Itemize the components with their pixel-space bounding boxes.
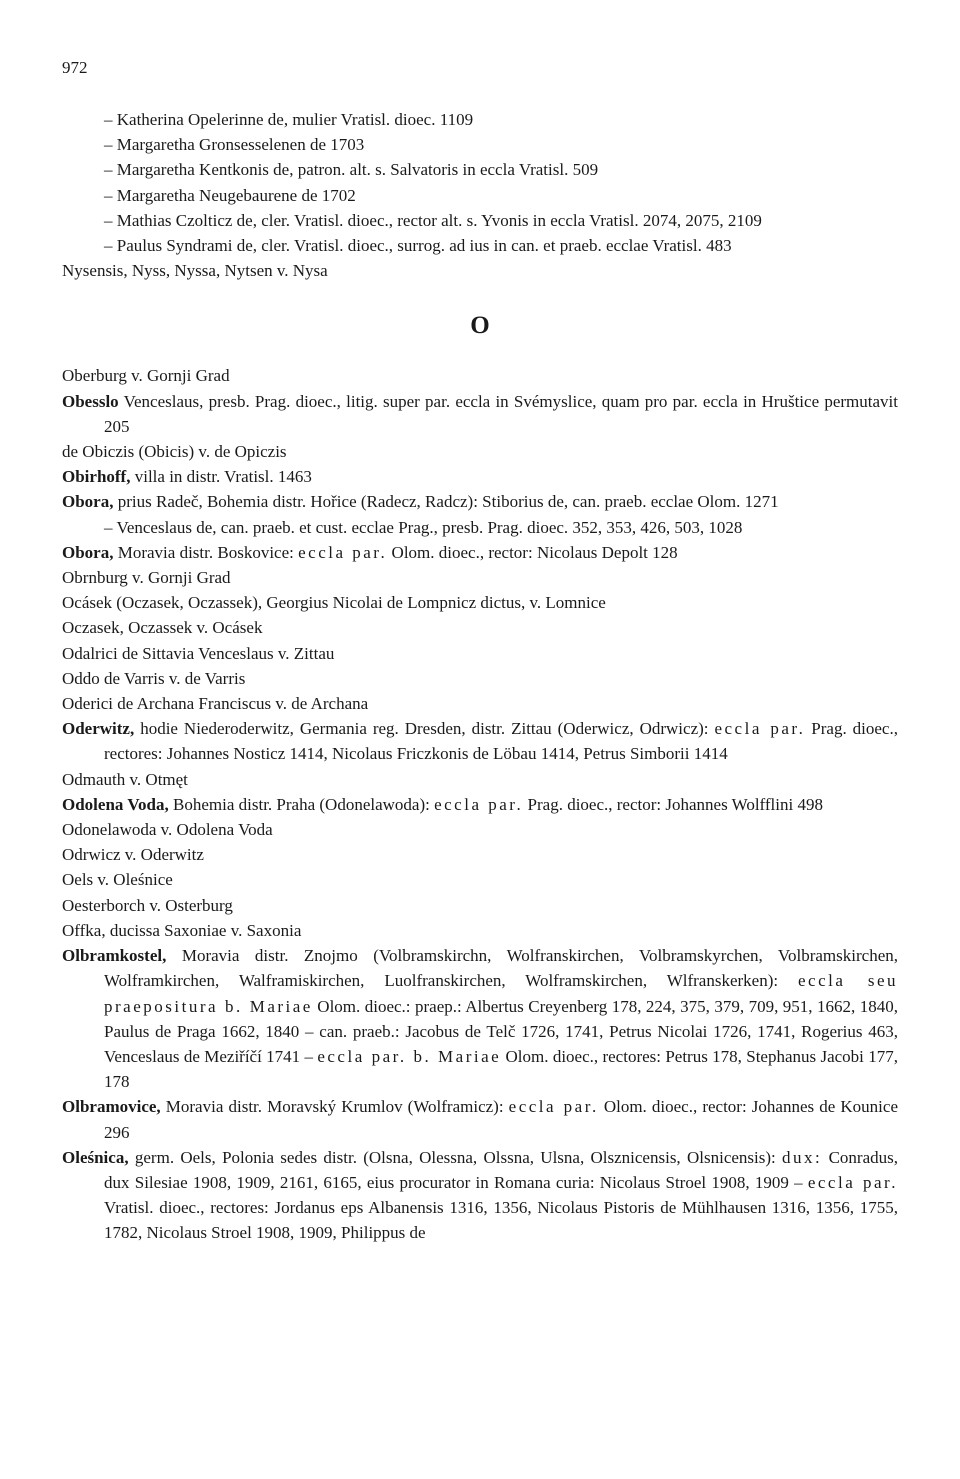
index-entry: Odonelawoda v. Odolena Voda	[62, 820, 273, 840]
index-entry: Odmauth v. Otmęt	[62, 769, 188, 789]
index-entry: Obrnburg v. Gornji Grad	[62, 568, 231, 588]
spaced-term: eccla seu praepositura b. Mariae	[104, 971, 898, 1016]
index-entry	[62, 1145, 898, 1246]
index-entry: Oberburg v. Gornji Grad	[62, 366, 230, 386]
entry-headword: Odolena Voda,	[62, 794, 169, 814]
spaced-term: eccla par.	[434, 794, 524, 814]
index-entry: Nysensis, Nyss, Nyssa, Nytsen v. Nysa	[62, 261, 328, 281]
index-entry: Oddo de Varris v. de Varris	[62, 668, 246, 688]
entry-text: prius Radeč, Bohemia distr. Hořice (Radecz, Radcz): Stiborius de, can. praeb. ecclae Olom. 1271	[113, 492, 779, 512]
index-entry: Oderici de Archana Franciscus v. de Archana	[62, 694, 369, 714]
index-entry	[62, 489, 898, 514]
page-number: 972	[62, 58, 88, 77]
entry-text: villa in distr. Vratisl. 1463	[130, 467, 312, 487]
index-entry: de Obiczis (Obicis) v. de Opiczis	[62, 442, 287, 462]
entry-headword: Obesslo	[62, 391, 119, 411]
index-entry	[62, 389, 898, 439]
entry-text: hodie Niederoderwitz, Germania reg. Dresden, distr. Zittau (Oderwicz, Odrwicz):	[134, 719, 715, 739]
index-entry: Oels v. Oleśnice	[62, 870, 173, 890]
entry-headword: Obora,	[62, 492, 114, 512]
entry-text: Olom. dioec., rector: Nicolaus Depolt 128	[387, 542, 678, 562]
entry-text: Moravia distr. Moravský Krumlov (Wolframicz):	[160, 1097, 509, 1117]
entry-text: Venceslaus, presb. Prag. dioec., litig. super par. eccla in Svémyslice, quam pro par. eccla in Hruštice permutavit 205	[104, 391, 898, 436]
entry-text: Moravia distr. Boskovice:	[113, 542, 299, 562]
spaced-term: dux:	[782, 1147, 823, 1167]
index-entry	[62, 792, 898, 817]
entry-text: Moravia distr. Znojmo (Volbramskirchn, Wolfranskirchen, Volbramskyrchen, Volbramskirchen, Wolframkirchen, Walframiskirchen, Luolfranskirchen, Wolframskirchen, Wlfranskerken):	[104, 946, 898, 991]
index-entry: Offka, ducissa Saxoniae v. Saxonia	[62, 920, 302, 940]
sub-entry: – Katherina Opelerinne de, mulier Vratisl. dioec. 1109	[104, 110, 474, 129]
index-entry: Odrwicz v. Oderwitz	[62, 845, 204, 865]
entry-headword: Oderwitz,	[62, 719, 135, 739]
entry-headword: Oleśnica,	[62, 1147, 129, 1167]
entry-headword: Olbramkostel,	[62, 946, 167, 966]
spaced-term: eccla par.	[807, 1172, 898, 1192]
sub-entry: – Paulus Syndrami de, cler. Vratisl. dioec., surrog. ad ius in can. et praeb. ecclae Vratisl. 483	[104, 236, 732, 256]
index-entry	[62, 943, 898, 1094]
entry-text: Prag. dioec., rectores: Johannes Nosticz 1414, Nicolaus Friczkonis de Löbau 1414, Petrus Simborii 1414	[104, 719, 898, 764]
sub-entry: – Venceslaus de, can. praeb. et cust. ecclae Prag., presb. Prag. dioec. 352, 353, 426, 503, 1028	[104, 517, 743, 537]
index-content	[62, 107, 898, 1246]
spaced-term: eccla par.	[714, 719, 806, 739]
spaced-term: eccla par.	[508, 1097, 599, 1117]
sub-entry: – Margaretha Gronsesselenen de 1703	[104, 135, 365, 155]
spaced-term: eccla par. b. Mariae	[317, 1046, 502, 1066]
entry-text: Olom. dioec., rector: Johannes de Kounice 296	[104, 1097, 898, 1142]
entry-headword: Obora,	[62, 542, 114, 562]
spaced-term: eccla par.	[298, 542, 388, 562]
entry-text: Prag. dioec., rector: Johannes Wolfflini 498	[523, 794, 823, 814]
letter-heading: O	[470, 312, 490, 340]
index-entry: Oczasek, Oczassek v. Ocásek	[62, 618, 263, 638]
sub-entry: – Margaretha Kentkonis de, patron. alt. s. Salvatoris in eccla Vratisl. 509	[104, 160, 599, 180]
index-entry	[62, 540, 898, 565]
entry-text: Conradus, dux Silesiae 1908, 1909, 2161, 6165, eius procurator in Romana curia: Nicolaus Stroel 1908, 1909 –	[104, 1147, 898, 1192]
index-entry	[62, 1094, 898, 1144]
entry-text: Vratisl. dioec., rectores: Jordanus eps Albanensis 1316, 1356, Nicolaus Pistoris de Mühlhausen 1316, 1356, 1755, 1782, Nicolaus Stroel 1908, 1909, Philippus de	[104, 1198, 898, 1243]
sub-entry: – Margaretha Neugebaurene de 1702	[104, 185, 356, 205]
index-entry: Oesterborch v. Osterburg	[62, 895, 233, 915]
entry-headword: Olbramovice,	[62, 1097, 161, 1117]
index-entry: Odalrici de Sittavia Venceslaus v. Zittau	[62, 643, 335, 663]
entry-headword: Obirhoff,	[62, 467, 131, 487]
entry-text: Olom. dioec.: praep.: Albertus Creyenberg 178, 224, 375, 379, 709, 951, 1662, 1840, Paulus de Praga 1662, 1840 – can. praeb.: Jacobus de Telč 1726, 1741, Petrus Nicolai 1726, 1741, Rogerius 463, Venceslaus de Meziříčí 1741 –	[104, 996, 898, 1066]
entry-text: Bohemia distr. Praha (Odonelawoda):	[168, 794, 435, 814]
index-entry: Ocásek (Oczasek, Oczassek), Georgius Nicolai de Lompnicz dictus, v. Lomnice	[62, 593, 606, 613]
entry-text: Olom. dioec., rectores: Petrus 178, Stephanus Jacobi 177, 178	[104, 1046, 898, 1092]
index-entry	[62, 716, 898, 766]
index-entry	[62, 464, 898, 489]
entry-text: germ. Oels, Polonia sedes distr. (Olsna, Olessna, Olssna, Ulsna, Olsznicensis, Olsnicensis):	[128, 1147, 783, 1167]
sub-entry: – Mathias Czolticz de, cler. Vratisl. dioec., rector alt. s. Yvonis in eccla Vratisl. 2074, 2075, 2109	[104, 210, 762, 230]
